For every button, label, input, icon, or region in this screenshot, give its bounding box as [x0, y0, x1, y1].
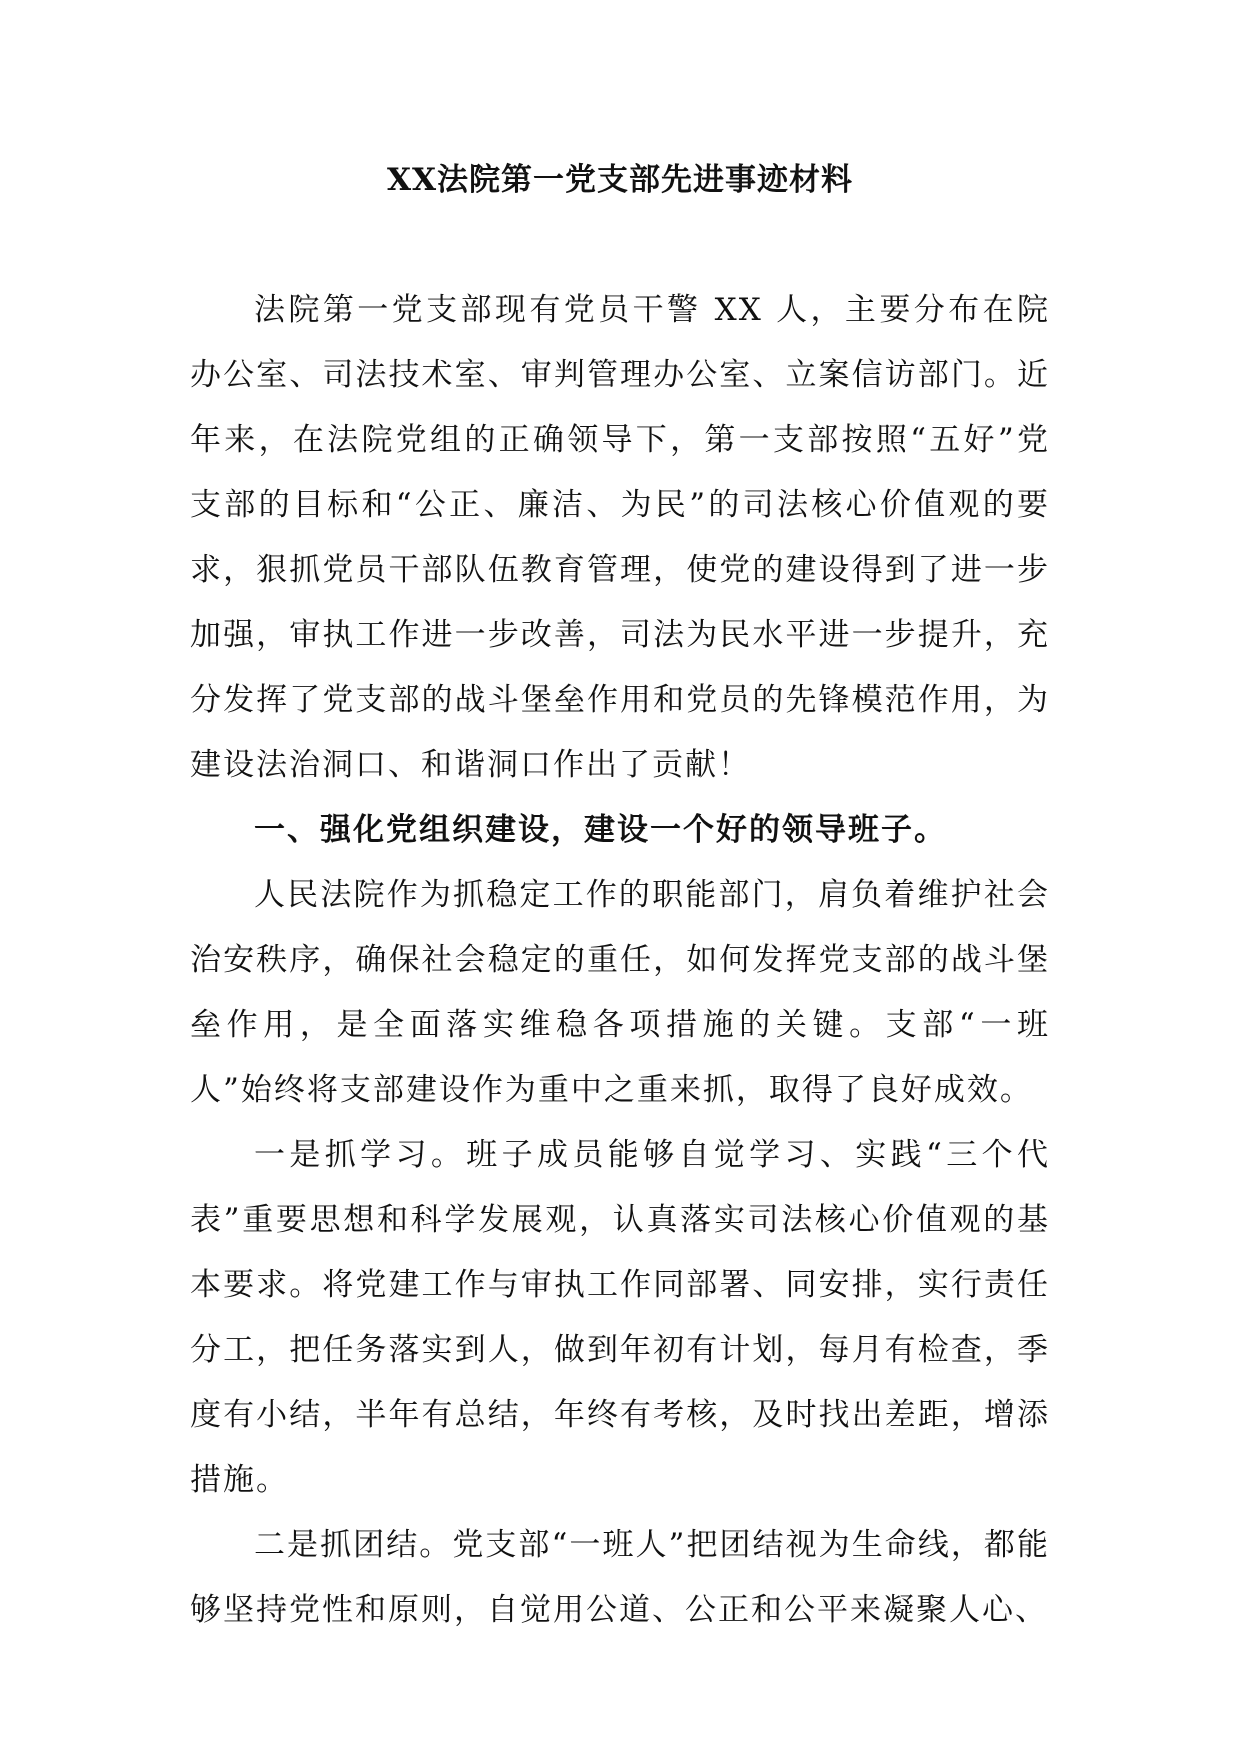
- body-paragraph: 人民法院作为抓稳定工作的职能部门，肩负着维护社会治安秩序，确保社会稳定的重任，如何发挥党支部的战斗堡垒作用，是全面落实维稳各项措施的关键。支部“一班人”始终将支部建设作为重中之重来抓，取得了良好成效。: [190, 877, 1050, 1108]
- intro-paragraph: 法院第一党支部现有党员干警 XX 人，主要分布在院办公室、司法技术室、审判管理办公室、立案信访部门。近年来，在法院党组的正确领导下，第一支部按照“五好”党支部的目标和“公正、廉洁、为民”的司法核心价值观的要求，狠抓党员干部队伍教育管理，使党的建设得到了进一步加强，审执工作进一步改善，司法为民水平进一步提升，充分发挥了党支部的战斗堡垒作用和党员的先锋模范作用，为建设法治洞口、和谐洞口作出了贡献！: [190, 292, 1050, 783]
- document-title: XX法院第一党支部先进事迹材料: [386, 162, 854, 198]
- section-heading: 一、强化党组织建设，建设一个好的领导班子。: [254, 812, 947, 848]
- body-paragraph: 一是抓学习。班子成员能够自觉学习、实践“三个代表”重要思想和科学发展观，认真落实司法核心价值观的基本要求。将党建工作与审执工作同部署、同安排，实行责任分工，把任务落实到人，做到年初有计划，每月有检查，季度有小结，半年有总结，年终有考核，及时找出差距，增添措施。: [190, 1137, 1050, 1498]
- body-paragraph: 二是抓团结。党支部“一班人”把团结视为生命线，都能够坚持党性和原则，自觉用公道、公正和公平来凝聚人心、: [190, 1527, 1050, 1628]
- document-body: [190, 278, 1050, 1643]
